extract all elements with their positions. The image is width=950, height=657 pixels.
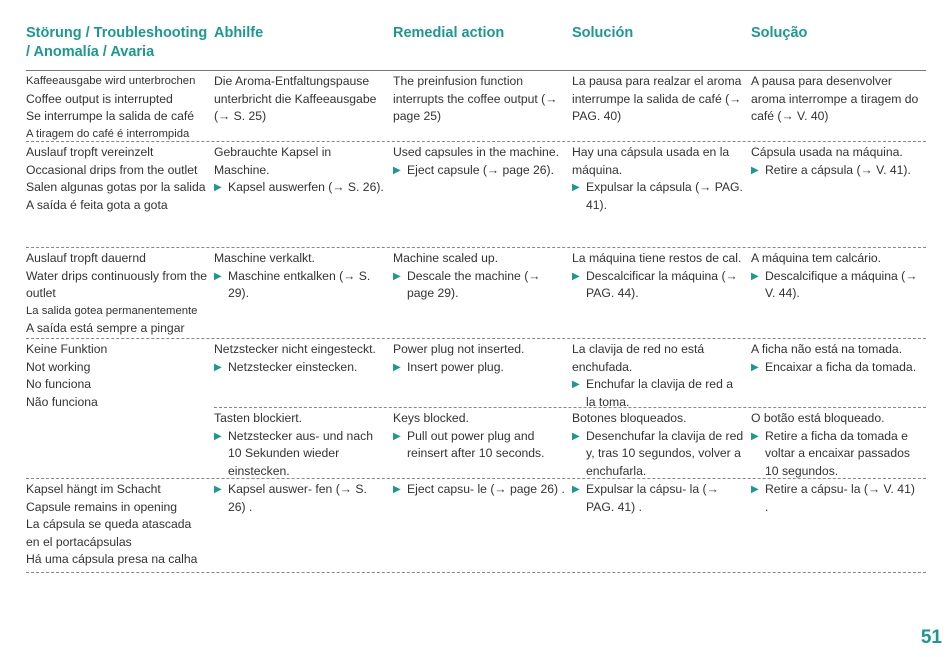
action-text: Netzstecker aus- und nach 10 Sekunden wieder einstecken. [228,428,373,478]
action-text: Retire a cápsula (→ V. 41). [765,162,911,177]
cause-text: Hay una cápsula usada en la máquina. [572,145,730,177]
cause-text: Machine scaled up. [393,251,499,265]
remedy-en [393,408,572,478]
remedy-es [572,408,751,478]
action-item [393,162,566,180]
action-item [572,428,745,481]
remedy-pt [751,248,926,338]
action-item [393,359,566,377]
triangle-right-icon: ▶ [214,182,222,193]
remedy-pt [751,339,926,407]
triangle-right-icon: ▶ [572,484,580,495]
triangle-right-icon: ▶ [393,270,401,282]
table-row [26,141,926,247]
triangle-right-icon: ▶ [572,182,580,193]
cause-text: A ficha não está na tomada. [751,342,903,356]
triangle-right-icon: ▶ [572,270,580,282]
problem-es: No funciona [26,377,92,391]
action-text: Descalcificar la máquina (→ PAG. 44). [586,268,738,300]
remedy-es [572,479,751,572]
triangle-right-icon: ▶ [751,270,759,282]
remedy-de [214,248,393,338]
action-text: Desenchufar la clavija de red y, tras 10 segundos, volver a enchufarla. [586,428,744,478]
triangle-right-icon: ▶ [751,361,759,373]
remedy-pt [751,479,926,572]
problem-es: La salida gotea permanentemente [26,304,198,317]
table-row [26,478,926,572]
cause-text: Tasten blockiert. [214,411,303,425]
problem-pt: A saída está sempre a pingar [26,321,185,335]
triangle-right-icon: ▶ [751,484,759,495]
action-text: Enchufar la clavija de red a la toma. [586,377,734,409]
triangle-right-icon: ▶ [572,430,580,442]
action-text: Eject capsule (→ page 26). [407,162,555,177]
triangle-right-icon: ▶ [393,484,401,495]
problem-en: Water drips continuously from the outlet [26,268,208,300]
action-item [214,428,387,481]
action-text: Retire a cápsu- la (→ V. 41) . [765,482,915,514]
action-text: Descalcifique a máquina (→ V. 44). [765,268,918,300]
cause-text: Keys blocked. [393,411,469,425]
remedy-de [214,479,393,572]
action-item [751,162,920,180]
problem-es: La cápsula se queda atascada en el portacápsulas [26,517,192,549]
cause-text: La clavija de red no está enchufada. [572,342,705,374]
action-item [214,268,387,303]
triangle-right-icon: ▶ [572,379,580,390]
header-es: Solución [572,25,634,41]
header-en: Remedial action [393,25,505,41]
cause-text: Netzstecker nicht eingesteckt. [214,342,376,356]
action-text: Expulsar la cápsu- la (→ PAG. 41) . [586,482,719,514]
table-header [26,20,926,70]
action-item [393,481,566,499]
remedy-en: The preinfusion function interrupts the coffee output (→ page 25) [393,74,558,123]
problem-cell [26,339,214,478]
problem-cell [26,479,214,572]
remedy-es [572,142,751,247]
action-item [751,481,920,516]
triangle-right-icon: ▶ [214,430,222,442]
action-text: Insert power plug. [407,359,504,374]
action-item [393,428,566,463]
remedy-es [572,248,751,338]
triangle-right-icon: ▶ [751,164,759,176]
page-number: 51 [920,627,942,648]
remedy-de [214,142,393,247]
action-item [214,179,387,197]
action-text: Encaixar a ficha da tomada. [765,359,917,374]
remedy-de [214,339,393,407]
action-text: Retire a ficha da tomada e voltar a encaixar passados 10 segundos. [765,428,910,478]
problem-de: Auslauf tropft dauernd [26,251,146,265]
action-text: Expulsar la cápsula (→ PAG. 41). [586,180,743,212]
triangle-right-icon: ▶ [214,270,222,282]
cause-text: Cápsula usada na máquina. [751,145,903,159]
action-text: Descale the machine (→ page 29). [407,268,541,300]
table-row [26,70,926,141]
header-de: Abhilfe [214,25,264,41]
remedy-en [393,479,572,572]
action-item [572,179,745,214]
triangle-right-icon: ▶ [214,484,222,495]
problem-cell [26,248,214,338]
action-text: Eject capsu- le (→ page 26) . [407,482,565,496]
action-text: Maschine entkalken (→ S. 29). [228,268,371,300]
cause-text: Power plug not inserted. [393,342,525,356]
problem-en: Capsule remains in opening [26,499,178,514]
troubleshooting-table [26,20,926,573]
action-item [751,359,920,377]
action-item [751,268,920,303]
header-pt: Solução [751,25,808,41]
cause-text: A máquina tem calcário. [751,251,882,265]
problem-pt: A saída é feita gota a gota [26,197,168,212]
triangle-right-icon: ▶ [751,430,759,442]
problem-cell [26,71,214,141]
triangle-right-icon: ▶ [214,361,222,373]
cause-text: O botão está bloqueado. [751,411,885,425]
action-item [393,268,566,303]
action-item [751,428,920,481]
remedy-es: La pausa para realzar el aroma interrumpe la salida de café (→ PAG. 40) [572,74,742,123]
triangle-right-icon: ▶ [393,361,401,373]
remedy-pt: A pausa para desenvolver aroma interrompe a tiragem do café (→ V. 40) [751,74,919,123]
remedy-pt [751,408,926,478]
cause-text: Used capsules in the machine. [393,145,559,159]
table-bottom-rule [26,572,926,573]
remedy-pt [751,142,926,247]
action-text: Kapsel auswer- fen (→ S. 26) . [228,482,367,514]
problem-es: Salen algunas gotas por la salida [26,180,206,194]
problem-de: Kapsel hängt im Schacht [26,482,161,496]
triangle-right-icon: ▶ [393,164,401,176]
problem-pt: Não funciona [26,394,98,409]
cause-text: La máquina tiene restos de cal. [572,251,742,265]
table-row [26,338,926,478]
problem-es: Se interrumpe la salida de café [26,109,195,123]
remedy-en [393,248,572,338]
header-problem: Störung / Troubleshooting / Anomalía / Avaria [26,25,208,60]
action-item [572,376,745,411]
remedy-es [572,339,751,407]
problem-pt: Há uma cápsula presa na calha [26,552,198,566]
problem-de: Keine Funktion [26,342,108,356]
problem-en: Occasional drips from the outlet [26,162,198,177]
remedy-de [214,408,393,478]
sub-row [214,407,926,478]
sub-row [214,339,926,407]
action-item [214,359,387,377]
action-item [572,268,745,303]
problem-de: Kaffeeausgabe wird unterbrochen [26,75,196,87]
action-item [572,481,745,516]
remedy-en [393,339,572,407]
remedy-group [214,339,926,478]
problem-en: Not working [26,359,91,374]
table-row [26,247,926,338]
problem-en: Coffee output is interrupted [26,91,173,106]
remedy-de: Die Aroma-Entfaltungspause unterbricht die Kaffeeausgabe (→ S. 25) [214,74,377,123]
problem-de: Auslauf tropft vereinzelt [26,145,154,159]
action-text: Netzstecker einstecken. [228,359,358,374]
triangle-right-icon: ▶ [393,430,401,442]
remedy-en [393,142,572,247]
cause-text: Botones bloqueados. [572,411,687,425]
cause-text: Gebrauchte Kapsel in Maschine. [214,145,332,177]
action-text: Pull out power plug and reinsert after 10 seconds. [407,428,545,460]
problem-cell [26,142,214,247]
problem-pt: A tiragem do café é interrompida [26,127,190,140]
cause-text: Maschine verkalkt. [214,251,315,265]
action-text: Kapsel auswerfen (→ S. 26). [228,180,384,194]
action-item [214,481,387,516]
